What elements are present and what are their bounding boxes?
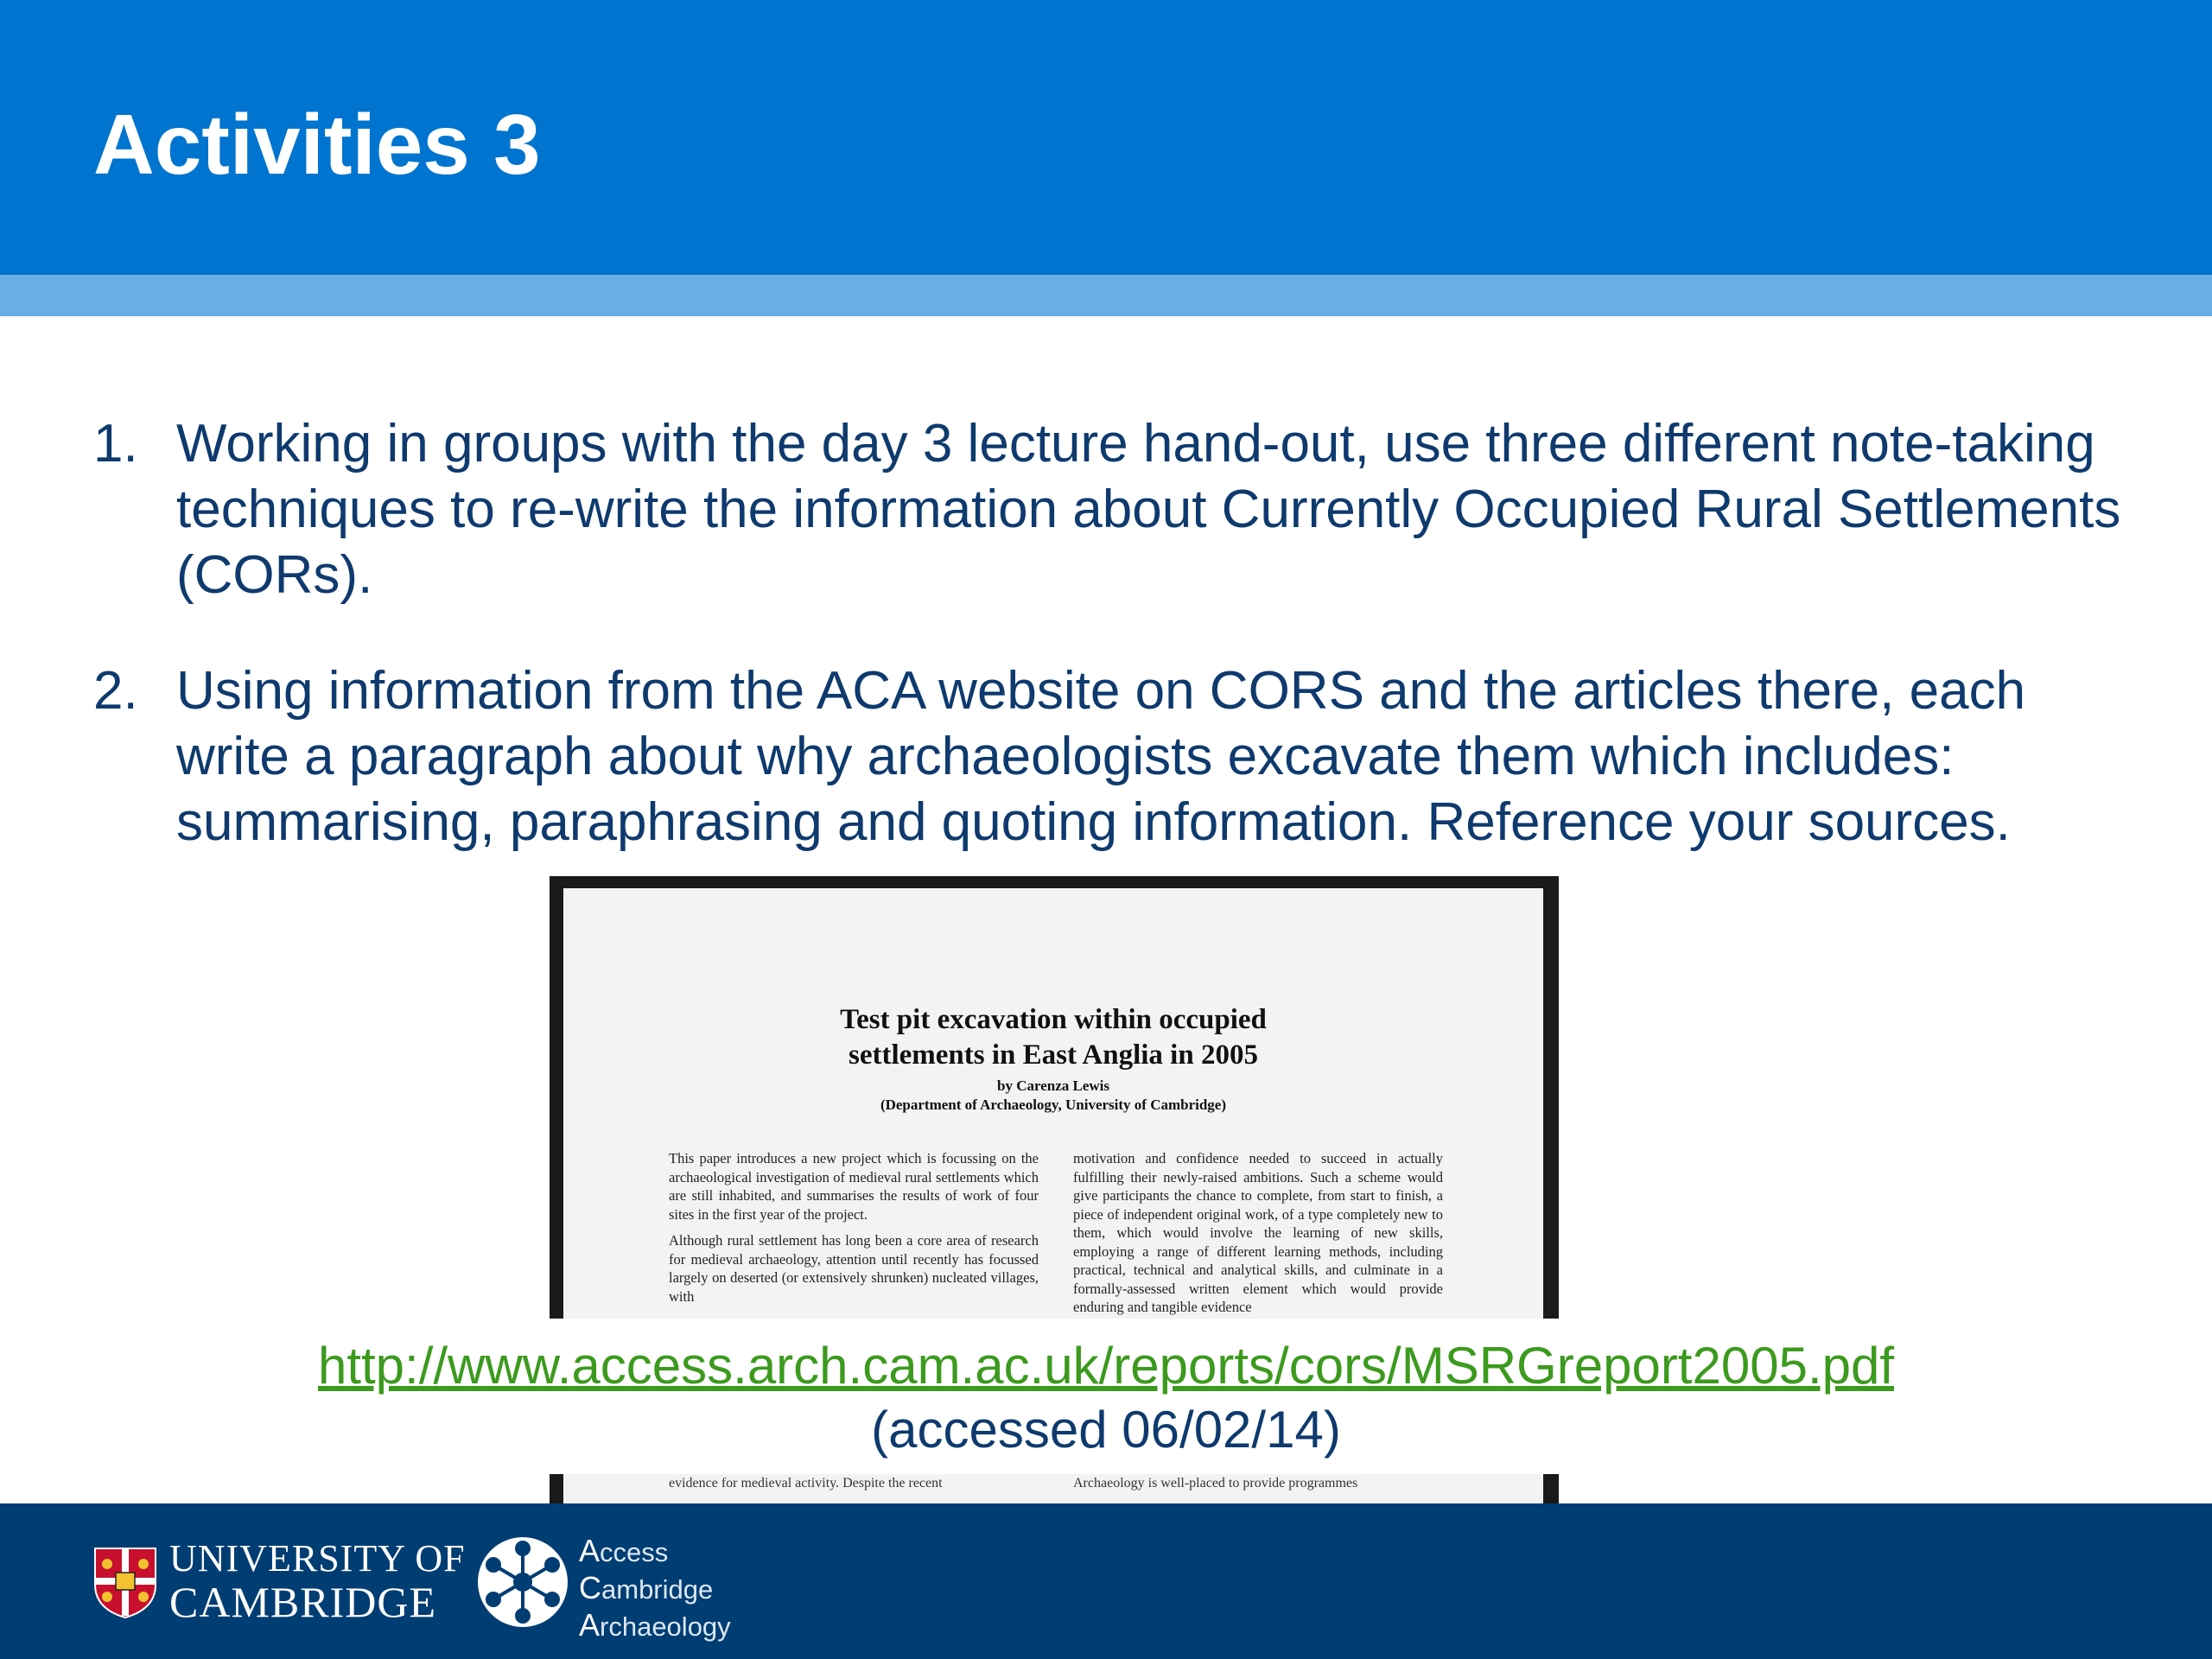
document-byline xyxy=(563,1077,1543,1115)
document-right-column xyxy=(1073,1149,1443,1325)
slide-title: Activities 3 xyxy=(93,97,541,192)
university-name-line-2: CAMBRIDGE xyxy=(169,1578,437,1626)
aca-initial: A xyxy=(579,1533,601,1568)
activity-number: 2. xyxy=(93,661,138,721)
aca-line-cambridge xyxy=(579,1570,731,1607)
document-affiliation: (Department of Archaeology, University of Cambridge) xyxy=(880,1096,1227,1113)
accessed-date: (accessed 06/02/14) xyxy=(871,1401,1341,1459)
document-author: by Carenza Lewis xyxy=(996,1077,1109,1094)
aca-line-access xyxy=(579,1533,731,1570)
cambridge-crest-icon xyxy=(93,1547,157,1619)
document-bottom-left-text: evidence for medieval activity. Despite the recent xyxy=(669,1476,943,1491)
document-title-line-1: Test pit excavation within occupied xyxy=(840,1004,1267,1035)
activity-list xyxy=(93,411,2133,906)
aca-word: rchaeology xyxy=(600,1611,731,1642)
source-link[interactable]: http://www.access.arch.cam.ac.uk/reports/cors/MSRGreport2005.pdf xyxy=(317,1337,1895,1395)
aca-initial: A xyxy=(579,1607,601,1643)
activity-item-1 xyxy=(93,411,2133,608)
activity-item-2 xyxy=(93,658,2133,855)
document-scan-bottom xyxy=(550,1474,1559,1503)
document-left-column xyxy=(669,1149,1039,1313)
activity-number: 1. xyxy=(93,414,138,474)
document-paragraph: Although rural settlement has long been a core area of research for medieval archaeology, attention until recently has focussed largely on deserted (or extensively shrunken) nucleated villages, with xyxy=(669,1232,1039,1305)
aca-initial: C xyxy=(579,1570,601,1605)
document-title xyxy=(563,1002,1543,1073)
aca-wordmark xyxy=(579,1533,731,1644)
activity-text: Working in groups with the day 3 lecture hand-out, use three different note-taking techniques to re-write the information about Currently Occupied Rural Settlements (CORs). xyxy=(176,414,2121,605)
aca-line-archaeology xyxy=(579,1607,731,1644)
activity-text: Using information from the ACA website on CORS and the articles there, each write a paragraph about why archaeologists excavate them which includes: summarising, paraphrasing and quoting information. Reference your sources. xyxy=(176,661,2026,852)
access-cambridge-archaeology-logo-icon xyxy=(477,1536,569,1628)
title-bar-stripe xyxy=(0,275,2212,316)
aca-word: ambridge xyxy=(601,1574,714,1605)
document-title-line-2: settlements in East Anglia in 2005 xyxy=(849,1039,1258,1071)
document-paragraph: motivation and confidence needed to succeed in actually fulfilling their newly-raised ambitions. Such a scheme would give participants the chance to complete, from start to finish, a piece of independent original work, of a type completely new to them, which would involve the learning of new skills, employing a range of different learning methods, including practical, technical and analytical skills, and culminate in a formally-assessed written element which would provide enduring and tangible evidence xyxy=(1073,1150,1443,1315)
university-name-line-1: UNIVERSITY OF xyxy=(169,1537,466,1580)
document-bottom-right-text: Archaeology is well-placed to provide programmes xyxy=(1073,1476,1358,1491)
aca-word: ccess xyxy=(600,1537,669,1567)
document-page-bottom xyxy=(563,1474,1543,1503)
document-paragraph: This paper introduces a new project which is focussing on the archaeological investigation of medieval rural settlements which are still inhabited, and summarises the results of work of four sites in the first year of the project. xyxy=(669,1150,1039,1223)
